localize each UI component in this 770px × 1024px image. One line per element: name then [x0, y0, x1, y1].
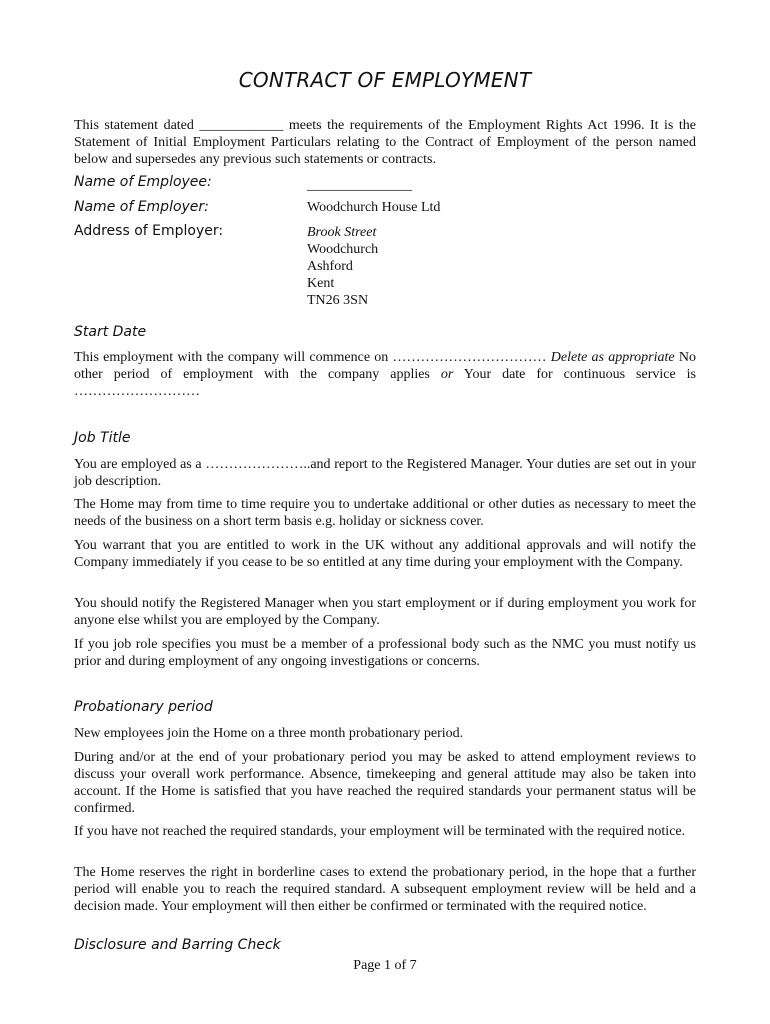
employer-name-label: Name of Employer:: [74, 199, 209, 215]
employer-address-label: Address of Employer:: [74, 223, 224, 239]
job-title-paragraph: The Home may from time to time require you to undertake additional or other duties as necessary to meet the needs of the business on a short term basis e.g. holiday or sickness cover.: [74, 497, 696, 529]
employer-name-value: Woodchurch House Ltd: [307, 200, 441, 215]
job-title-paragraph: You should notify the Registered Manager when you start employment or if during employment you work for anyone else whilst you are employed by the Company.: [74, 596, 696, 628]
start-date-note: Delete as appropriate: [550, 350, 675, 365]
disclosure-heading: Disclosure and Barring Check: [74, 937, 281, 953]
job-title-heading: Job Title: [74, 430, 131, 446]
probation-paragraph: If you have not reached the required standards, your employment will be terminated with the required notice.: [74, 824, 686, 839]
job-title-paragraph: You are employed as a …………………..and report to the Registered Manager. Your duties are set out in your job description.: [74, 457, 696, 489]
probation-paragraph: During and/or at the end of your probationary period you may be asked to attend employment reviews to discuss your overall work performance. Absence, timekeeping and general attitude may also be taken into account. If the Home is satisfied that you have reached the required standards your permanent status will be confirmed.: [74, 750, 696, 816]
probation-heading: Probationary period: [74, 699, 213, 715]
start-date-text: No other period of employment with the company applies: [74, 350, 696, 382]
probation-paragraph: New employees join the Home on a three month probationary period.: [74, 726, 464, 741]
job-title-paragraph: If you job role specifies you must be a member of a professional body such as the NMC you must notify us prior and during employment of any ongoing investigations or concerns.: [74, 637, 696, 669]
address-line: Ashford: [307, 259, 353, 274]
probation-paragraph: The Home reserves the right in borderline cases to extend the probationary period, in the hope that a further period will enable you to reach the required standard. A subsequent employment review will be held and a decision made. Your employment will then either be confirmed or terminated with the required notice.: [74, 865, 696, 914]
employer-address-block: [307, 224, 378, 309]
address-line: TN26 3SN: [307, 293, 369, 308]
start-date-or: or: [440, 367, 454, 382]
employee-name-value: _______________: [307, 178, 412, 193]
page-title: CONTRACT OF EMPLOYMENT: [238, 68, 532, 92]
employee-name-label: Name of Employee:: [74, 174, 212, 190]
job-title-paragraph: You warrant that you are entitled to work in the UK without any additional approvals and will notify the Company immediately if you cease to be so entitled at any time during your employment with the Company.: [74, 538, 696, 570]
address-line: Brook Street: [307, 225, 377, 240]
start-date-text: This employment with the company will commence on ……………………………: [74, 350, 551, 365]
page-number: Page 1 of 7: [353, 958, 417, 973]
address-line: Kent: [307, 276, 335, 291]
start-date-heading: Start Date: [74, 324, 147, 340]
start-date-paragraph: [74, 349, 696, 400]
address-line: Woodchurch: [307, 242, 379, 257]
intro-paragraph: This statement dated ____________ meets the requirements of the Employment Rights Act 1996. It is the Statement of Initial Employment Particulars relating to the Contract of Employment of the person named below and supersedes any previous such statements or contracts.: [74, 118, 696, 167]
start-date-text: Your date for continuous service is ………………………: [74, 367, 696, 399]
